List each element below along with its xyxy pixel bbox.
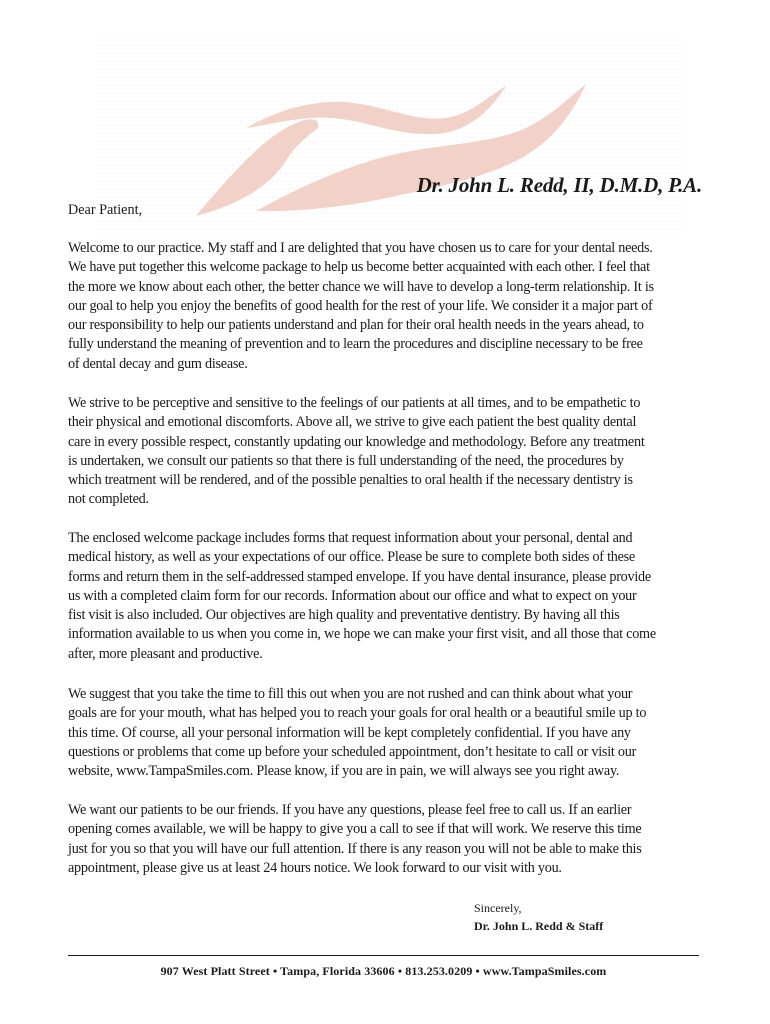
paragraph-line: of dental decay and gum disease. <box>68 355 248 372</box>
paragraph-empathy <box>68 394 708 510</box>
paragraph-line: fist visit is also included. Our objectives are high quality and preventative dentistry. By having all this <box>68 607 620 624</box>
paragraph-line: We have put together this welcome package to help us become better acquainted with each other. I feel that <box>68 259 650 276</box>
paragraph-line: We strive to be perceptive and sensitive to the feelings of our patients at all times, and to be empathetic to <box>68 395 641 411</box>
paragraph-line: this time. Of course, all your personal information will be kept completely confidential. If you have any <box>68 724 631 741</box>
smile-logo-watermark <box>96 36 681 236</box>
paragraph-line: after, more pleasant and productive. <box>68 645 263 662</box>
paragraph-line: Welcome to our practice. My staff and I are delighted that you have chosen us to care for your dental needs. <box>68 240 653 256</box>
paragraph-line: goals are for your mouth, what has helped you to reach your goals for oral health or a beautiful smile up to <box>68 705 647 722</box>
paragraph-line: We want our patients to be our friends. If you have any questions, please feel free to call us. If an earlier <box>68 802 632 818</box>
paragraph-line: our responsibility to help our patients understand and plan for their oral health needs in the years ahead, to <box>68 317 644 334</box>
paragraph-line: their physical and emotional discomforts. Above all, we strive to give each patient the best quality dental <box>68 414 637 431</box>
paragraph-line: is undertaken, we consult our patients so that there is full understanding of the need, the procedures by <box>68 452 624 469</box>
paragraph-line: forms and return them in the self-addressed stamped envelope. If you have dental insurance, please provide <box>68 568 651 585</box>
paragraph-line: us with a completed claim form for our records. Information about our office and what to expect on your <box>68 587 637 604</box>
letter-closing <box>474 899 603 935</box>
paragraph-line: which treatment will be rendered, and of the possible penalties to oral health if the necessary dentistry is <box>68 472 633 489</box>
paragraph-suggestions <box>68 685 708 781</box>
signature: Dr. John L. Redd & Staff <box>474 919 604 933</box>
paragraph-line: not completed. <box>68 491 149 508</box>
paragraph-line: opening comes available, we will be happy to give you a call to see if that will work. We reserve this time <box>68 821 642 838</box>
paragraph-line: questions or problems that come up before your scheduled appointment, don’t hesitate to call or visit our <box>68 743 637 760</box>
paragraph-line: We suggest that you take the time to fill this out when you are not rushed and can think about what your <box>68 686 633 702</box>
footer-divider <box>68 955 699 956</box>
paragraph-line: medical history, as well as your expectations of our office. Please be sure to complete both sides of these <box>68 549 635 566</box>
paragraph-welcome <box>68 239 708 374</box>
paragraph-line: fully understand the meaning of prevention and to learn the procedures and discipline necessary to be free <box>68 336 643 353</box>
salutation: Dear Patient, <box>68 202 143 218</box>
paragraph-welcome-package <box>68 529 708 664</box>
paragraph-line: care in every possible respect, constantly updating our knowledge and methodology. Before any treatment <box>68 433 645 450</box>
logo-texture-background <box>96 36 681 236</box>
footer-address: 907 West Platt Street • Tampa, Florida 33606 • 813.253.0209 • www.TampaSmiles.com <box>160 964 607 978</box>
paragraph-line: appointment, please give us at least 24 hours notice. We look forward to our visit with you. <box>68 859 562 876</box>
doctor-name-letterhead: Dr. John L. Redd, II, D.M.D, P.A. <box>416 173 702 197</box>
paragraph-line: information available to us when you come in, we hope we can make your first visit, and all those that come <box>68 626 656 643</box>
paragraph-line: The enclosed welcome package includes forms that request information about your personal, dental and <box>68 530 633 546</box>
paragraph-line: just for you so that you will have our full attention. If there is any reason you will not be able to make this <box>68 840 642 857</box>
closing-word: Sincerely, <box>474 901 522 915</box>
paragraph-line: our goal to help you enjoy the benefits of good health for the rest of your life. We consider it a major part of <box>68 297 653 314</box>
paragraph-line: the more we know about each other, the better chance we will have to develop a long-term relationship. It is <box>68 278 654 295</box>
paragraph-line: website, www.TampaSmiles.com. Please know, if you are in pain, we will always see you right away. <box>68 763 620 780</box>
paragraph-friends <box>68 801 708 878</box>
